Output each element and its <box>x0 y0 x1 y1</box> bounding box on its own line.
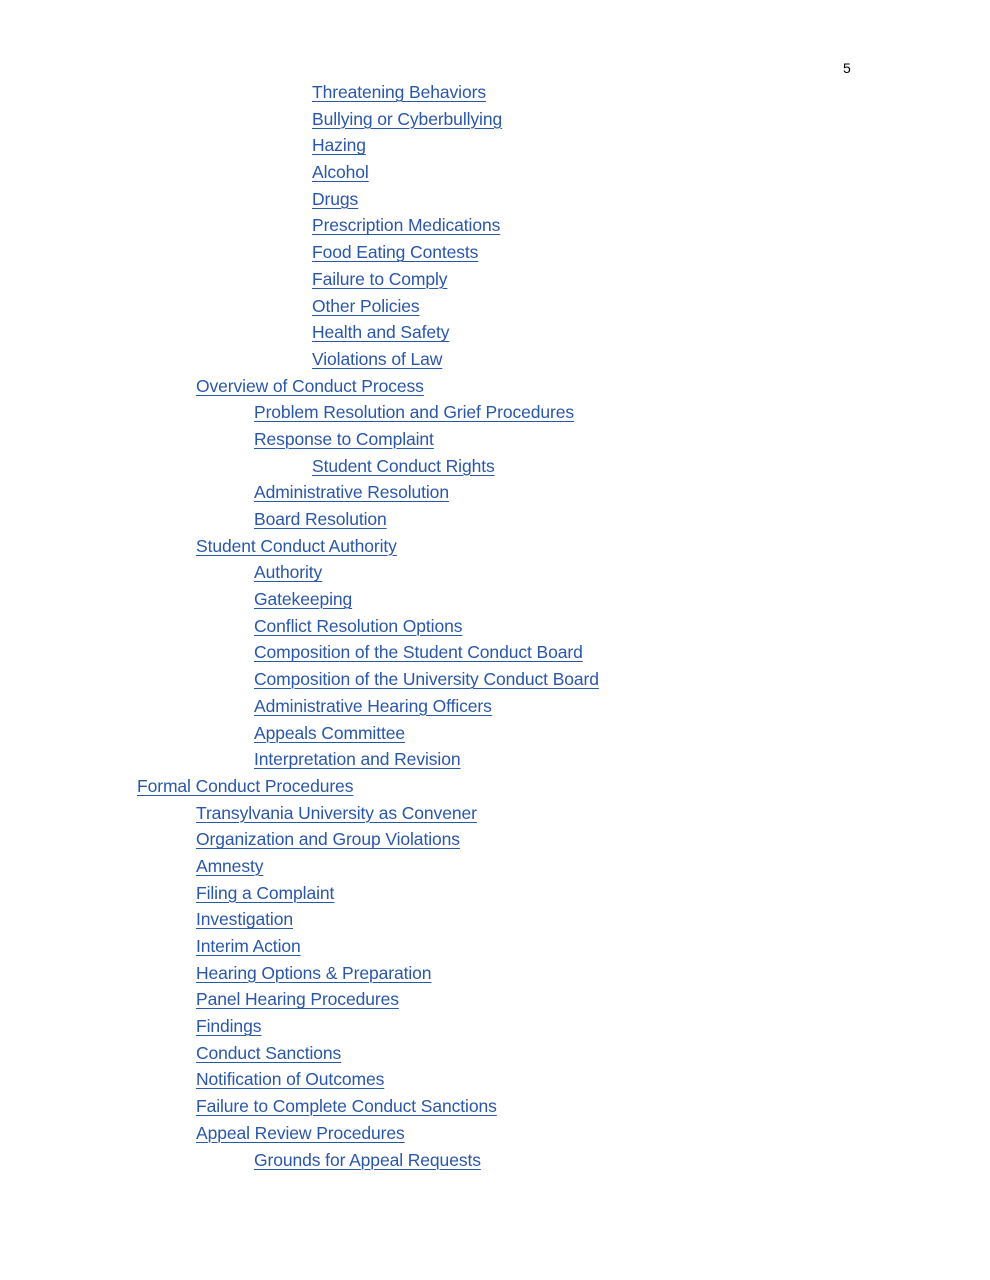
toc-link[interactable]: Prescription Medications <box>312 215 501 236</box>
toc-entry <box>0 479 599 506</box>
toc-link[interactable]: Appeal Review Procedures <box>196 1122 405 1143</box>
toc-link[interactable]: Transylvania University as Convener <box>196 802 477 823</box>
toc-entry <box>0 559 599 586</box>
toc-entry <box>0 212 599 239</box>
page-number: 5 <box>843 60 851 76</box>
toc-entry <box>0 399 599 426</box>
toc-entry <box>0 906 599 933</box>
toc-link[interactable]: Notification of Outcomes <box>196 1069 385 1090</box>
toc-link[interactable]: Failure to Complete Conduct Sanctions <box>196 1096 497 1117</box>
toc-entry <box>0 373 599 400</box>
toc-link[interactable]: Threatening Behaviors <box>312 82 486 102</box>
toc-entry <box>0 426 599 453</box>
toc-link[interactable]: Hazing <box>312 135 366 156</box>
toc-entry <box>0 453 599 480</box>
toc-entry <box>0 960 599 987</box>
toc-entry <box>0 746 599 773</box>
toc-link[interactable]: Food Eating Contests <box>312 242 479 263</box>
toc-entry <box>0 880 599 907</box>
toc-link[interactable]: Panel Hearing Procedures <box>196 989 399 1010</box>
toc-link[interactable]: Student Conduct Rights <box>312 455 495 476</box>
toc-entry <box>0 1120 599 1147</box>
toc-entry <box>0 586 599 613</box>
toc-entry <box>0 1013 599 1040</box>
toc-link[interactable]: Interpretation and Revision <box>254 749 461 770</box>
toc-link[interactable]: Violations of Law <box>312 348 443 369</box>
toc-entry <box>0 613 599 640</box>
toc-entry <box>0 1066 599 1093</box>
toc-entry <box>0 1040 599 1067</box>
table-of-contents <box>0 79 599 1173</box>
toc-entry <box>0 826 599 853</box>
toc-link[interactable]: Amnesty <box>196 855 264 876</box>
toc-link[interactable]: Findings <box>196 1016 262 1037</box>
toc-link[interactable]: Hearing Options & Preparation <box>196 962 432 983</box>
toc-link[interactable]: Gatekeeping <box>254 589 353 610</box>
toc-entry <box>0 186 599 213</box>
toc-entry <box>0 319 599 346</box>
toc-entry <box>0 639 599 666</box>
toc-link[interactable]: Drugs <box>312 188 359 209</box>
toc-link[interactable]: Alcohol <box>312 162 369 183</box>
toc-link[interactable]: Appeals Committee <box>254 722 406 743</box>
toc-link[interactable]: Interim Action <box>196 936 301 956</box>
toc-entry <box>0 1147 599 1174</box>
toc-entry <box>0 239 599 266</box>
toc-link[interactable]: Grounds for Appeal Requests <box>254 1149 481 1170</box>
toc-link[interactable]: Failure to Comply <box>312 268 448 289</box>
toc-link[interactable]: Authority <box>254 562 323 583</box>
toc-link[interactable]: Bullying or Cyberbullying <box>312 108 503 129</box>
toc-link[interactable]: Other Policies <box>312 295 420 316</box>
toc-link[interactable]: Organization and Group Violations <box>196 829 460 850</box>
toc-entry <box>0 1093 599 1120</box>
toc-entry <box>0 106 599 133</box>
toc-entry <box>0 986 599 1013</box>
toc-link[interactable]: Administrative Resolution <box>254 482 449 503</box>
toc-link[interactable]: Administrative Hearing Officers <box>254 695 492 716</box>
toc-entry <box>0 720 599 747</box>
toc-link[interactable]: Filing a Complaint <box>196 882 335 903</box>
toc-entry <box>0 933 599 960</box>
toc-link[interactable]: Composition of the University Conduct Board <box>254 669 599 690</box>
toc-link[interactable]: Conflict Resolution Options <box>254 615 463 636</box>
toc-entry <box>0 346 599 373</box>
toc-entry <box>0 506 599 533</box>
toc-entry <box>0 79 599 106</box>
toc-entry <box>0 800 599 827</box>
toc-entry <box>0 533 599 560</box>
toc-link[interactable]: Formal Conduct Procedures <box>137 775 354 796</box>
toc-link[interactable]: Problem Resolution and Grief Procedures <box>254 402 575 423</box>
toc-entry <box>0 293 599 320</box>
toc-link[interactable]: Board Resolution <box>254 509 387 529</box>
toc-link[interactable]: Conduct Sanctions <box>196 1042 342 1063</box>
toc-entry <box>0 159 599 186</box>
toc-link[interactable]: Overview of Conduct Process <box>196 375 424 396</box>
toc-entry <box>0 773 599 800</box>
toc-link[interactable]: Health and Safety <box>312 322 450 343</box>
toc-link[interactable]: Composition of the Student Conduct Board <box>254 642 583 663</box>
toc-link[interactable]: Student Conduct Authority <box>196 535 397 556</box>
toc-link[interactable]: Investigation <box>196 909 293 930</box>
toc-entry <box>0 666 599 693</box>
toc-entry <box>0 693 599 720</box>
toc-entry <box>0 266 599 293</box>
toc-entry <box>0 853 599 880</box>
toc-link[interactable]: Response to Complaint <box>254 428 434 449</box>
toc-entry <box>0 132 599 159</box>
